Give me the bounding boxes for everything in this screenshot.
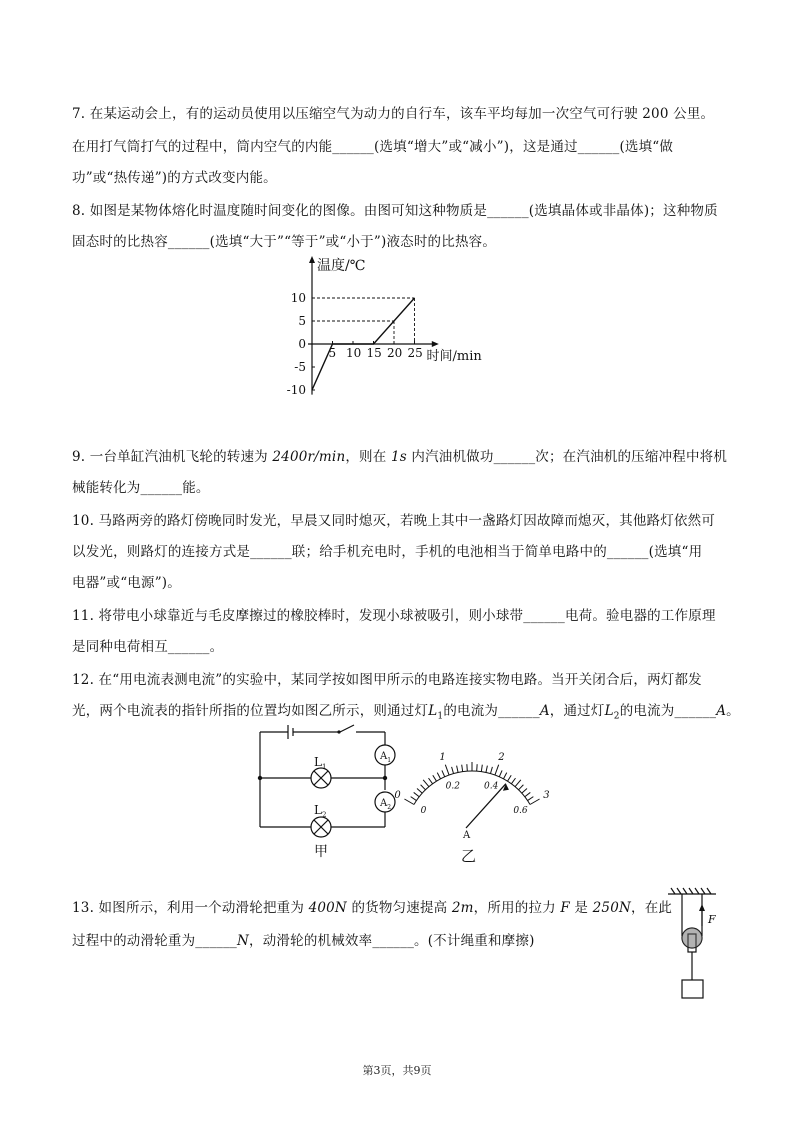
q12-unit-2: A (716, 703, 727, 719)
dial-tick (519, 785, 524, 790)
dial-tick (404, 799, 414, 805)
q12-line-2 (72, 699, 740, 722)
page-footer: 第3页，共9页 (362, 1064, 432, 1077)
y-tick-label: 5 (298, 314, 306, 328)
dial-tick (511, 778, 515, 784)
q9-line-1 (72, 445, 727, 465)
q13-text-i: ，在此 (631, 900, 673, 916)
dial-tick (417, 788, 422, 793)
y-tick-label: -10 (286, 383, 306, 397)
x-tick-label: 20 (387, 346, 403, 360)
q12-text-i: 的电流为______ (619, 703, 717, 719)
q9-speed: 2400r/min (272, 449, 346, 465)
force-label: F (708, 913, 716, 926)
q13-force-symbol: F (560, 900, 570, 916)
q12-line-1: 12. 在“用电流表测电流”的实验中，某同学按如图甲所示的电路连接实物电路。当开关闭合后，两灯都发 (72, 672, 702, 688)
dial-tick (503, 773, 506, 779)
dial-tick (522, 788, 527, 793)
q12-text-d: 的电流为______ (443, 703, 540, 719)
q13-weight: 400N (308, 900, 347, 916)
dial-inner-label: 0.4 (483, 781, 499, 792)
dial-tick (414, 792, 420, 796)
needle-head (503, 784, 509, 791)
melting-temperature-chart (270, 252, 530, 412)
dial-arc (414, 771, 530, 805)
dial-tick (411, 797, 417, 801)
q9-text-e: 内汽油机做功______次；在汽油机的压缩冲程中将机 (406, 449, 728, 465)
dial-tick (433, 775, 437, 781)
dial-tick (481, 765, 482, 772)
lamp-l1-label: $L_1$ (314, 755, 327, 771)
dial-tick (423, 780, 429, 787)
q7-line-2: 在用打气筒打气的过程中，筒内空气的内能______(选填“增大”或“减小”)，这是通过______(选填“做 (72, 139, 674, 155)
dial-tick (495, 765, 499, 775)
y-tick-label: -5 (294, 360, 306, 374)
circuit-diagram (250, 722, 410, 862)
dial-tick (421, 785, 426, 790)
ammeter-a2-label: $A_2$ (380, 798, 392, 811)
dial-tick (452, 767, 454, 774)
dial-tick (508, 775, 512, 781)
q13-line-1 (72, 896, 672, 916)
x-tick-label: 25 (407, 346, 423, 360)
q12-lamp1-symbol: L (428, 703, 438, 719)
force-arrow-head (699, 904, 705, 911)
q13-text-a: 13. 如图所示，利用一个动滑轮把重为 (72, 900, 309, 916)
q13-unit-n: N (237, 933, 250, 949)
ammeter-dial (396, 728, 556, 868)
y-axis-title: 温度/℃ (317, 258, 366, 274)
x-tick-label: 5 (328, 346, 337, 360)
dial-tick (445, 765, 449, 775)
q12-text-f: ，通过灯 (549, 703, 605, 719)
q9-text-a: 9. 一台单缸汽油机飞轮的转速为 (72, 449, 273, 465)
q11-line-1: 11. 将带电小球靠近与毛皮摩擦过的橡胶棒时，发现小球被吸引，则小球带______电荷。验电器的工作原理 (72, 608, 716, 624)
q8-line-2: 固态时的比热容______(选填“大于”“等于”或“小于”)液态时的比热容。 (72, 234, 497, 250)
q9-line-2: 械能转化为______能。 (72, 480, 210, 496)
q9-time: 1s (390, 449, 407, 465)
dial-tick (525, 792, 531, 796)
dial-tick (530, 799, 540, 805)
q12-lamp2-sub: 2 (613, 711, 620, 722)
q9-text-c: ，则在 (345, 449, 391, 465)
q10-line-2: 以发光，则路灯的连接方式是______联；给手机充电时，手机的电池相当于简单电路中的______(选填“用 (72, 544, 703, 560)
meter-caption: 乙 (461, 847, 477, 865)
meter-unit-label: A (463, 830, 471, 841)
dial-outer-label: 2 (498, 752, 505, 764)
q13-height: 2m (451, 900, 474, 916)
y-tick-label: 0 (298, 337, 306, 351)
q12-lamp1-sub: 1 (437, 711, 444, 722)
q13-text-g: 是 (569, 900, 593, 916)
x-tick-label: 10 (346, 346, 362, 360)
x-axis-arrow (432, 341, 439, 347)
ammeter-a1-label: $A_1$ (380, 751, 392, 764)
q10-line-3: 电器”或“电源”)。 (72, 575, 181, 591)
dial-tick (490, 767, 492, 774)
dial-inner-label: 0.6 (513, 806, 528, 816)
dial-tick (429, 778, 433, 784)
dial-tick (457, 766, 458, 773)
q7-line-3: 功”或“热传递”)的方式改变内能。 (72, 170, 277, 186)
dial-outer-label: 3 (543, 790, 550, 801)
y-tick-label: 10 (290, 291, 306, 305)
pulley-diagram (664, 888, 724, 1003)
load-block (682, 980, 703, 998)
lamp-l2-label: $L_2$ (314, 803, 327, 819)
q13-text-c: 的货物匀速提高 (346, 900, 452, 916)
q7-line-1: 7. 在某运动会上，有的运动员使用以压缩空气为动力的自行车，该车平均每加一次空气可行驶 200 公里。 (72, 106, 715, 122)
q11-line-2: 是同种电荷相互______。 (72, 639, 224, 655)
q12-text-a: 光，两个电流表的指针所指的位置均如图乙所示，则通过灯 (72, 703, 429, 719)
dial-outer-label: 1 (439, 752, 446, 764)
circuit-caption: 甲 (314, 844, 328, 860)
dial-tick (442, 770, 445, 776)
x-axis-title: 时间/min (426, 349, 482, 364)
dial-tick (515, 780, 521, 787)
dial-tick (499, 770, 502, 776)
x-tick-label: 15 (366, 346, 382, 360)
dial-tick (437, 773, 440, 779)
dial-inner-label: 0.2 (445, 781, 461, 792)
q12-unit-1: A (539, 703, 550, 719)
q13-force: 250N (592, 900, 631, 916)
dial-outer-label: 0 (394, 790, 401, 801)
q8-line-1: 8. 如图是某物体熔化时温度随时间变化的图像。由图可知这种物质是______(选填晶体或非晶体)；这种物质 (72, 203, 718, 219)
dial-tick (462, 765, 463, 772)
q13-text-e: ，所用的拉力 (473, 900, 561, 916)
dial-tick (486, 766, 487, 773)
dial-inner-label: 0 (420, 806, 427, 816)
switch-blade (340, 725, 354, 732)
q13-text-2a: 过程中的动滑轮重为______ (72, 933, 237, 949)
q12-text-k: 。 (726, 703, 740, 719)
q12-lamp2-symbol: L (604, 703, 614, 719)
y-axis-arrow (309, 256, 315, 263)
q13-text-2c: ，动滑轮的机械效率______。(不计绳重和摩擦) (249, 933, 535, 949)
q10-line-1: 10. 马路两旁的路灯傍晚同时发光，早晨又同时熄灭，若晚上其中一盏路灯因故障而熄灭，其他路灯依然可 (72, 513, 716, 529)
dial-tick (528, 797, 534, 801)
q13-line-2 (72, 929, 535, 949)
